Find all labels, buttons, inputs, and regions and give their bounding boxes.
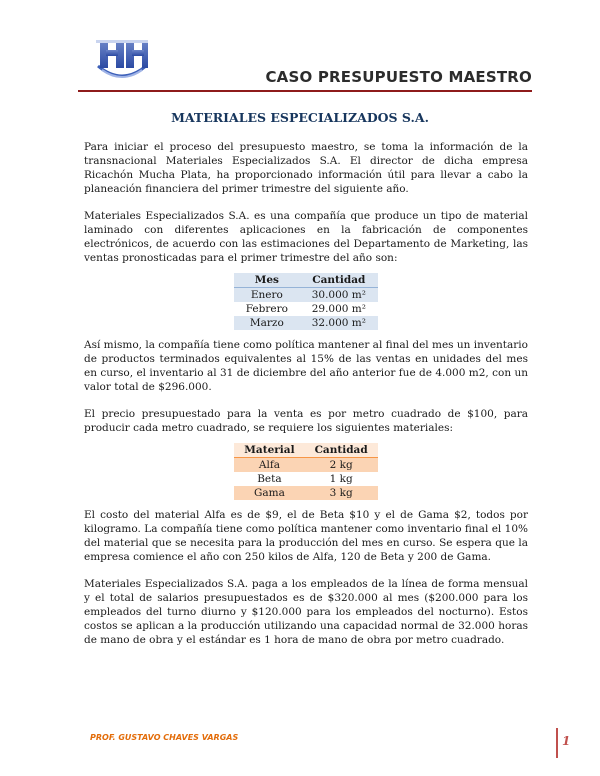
paragraph-material-cost: El costo del material Alfa es de $9, el de Beta $10 y el de Gama $2, todos por kilogramo. La compañía tiene como política mantener como inventario final el 10% del material que se necesita para la producción del mes en curso. Se espera que la empresa comience el año con 250 kilos de Alfa, 120 de Beta y 200 de Gama. <box>84 509 528 563</box>
university-logo <box>92 36 152 84</box>
table-cell: Gama <box>234 486 304 500</box>
header-divider <box>78 90 532 92</box>
footer-author: PROF. GUSTAVO CHAVES VARGAS <box>90 733 239 742</box>
table-cell: 29.000 m² <box>311 303 366 315</box>
table-row <box>234 316 378 330</box>
table-header: Cantidad <box>300 273 378 288</box>
table-cell: Febrero <box>245 303 288 315</box>
table-header: Cantidad <box>305 443 378 458</box>
paragraph-company: Materiales Especializados S.A. es una compañía que produce un tipo de material laminado con diferentes aplicaciones en la fabricación de componentes electrónicos, de acuerdo con las estimaciones del Departamento de Marketing, las ventas pronosticadas para el primer trimestre del año son: <box>84 210 528 264</box>
table-row <box>234 458 377 473</box>
table-row <box>234 472 377 486</box>
materials-table <box>234 443 377 500</box>
table-row <box>234 288 378 303</box>
table-header: Material <box>234 443 304 458</box>
sales-forecast-table <box>234 273 378 330</box>
table-cell: 1 kg <box>329 473 353 485</box>
document-title: MATERIALES ESPECIALIZADOS S.A. <box>171 110 429 125</box>
table-cell: Enero <box>234 288 300 303</box>
page-number: 1 <box>556 728 570 758</box>
paragraph-price: El precio presupuestado para la venta es por metro cuadrado de $100, para producir cada metro cuadrado, se requiere los siguientes materiales: <box>84 408 528 434</box>
table-cell: Alfa <box>234 458 304 473</box>
table-cell: Beta <box>257 473 282 485</box>
paragraph-intro: Para iniciar el proceso del presupuesto maestro, se toma la información de la transnacional Materiales Especializados S.A. El director de dicha empresa Ricachón Mucha Plata, ha proporcionado información útil para llevar a cabo la planeación financiera del primer trimestre del siguiente año. <box>84 141 528 195</box>
header-title: CASO PRESUPUESTO MAESTRO <box>265 68 532 86</box>
table-cell: 32.000 m² <box>300 316 378 330</box>
table-cell: 3 kg <box>305 486 378 500</box>
paragraph-salaries: Materiales Especializados S.A. paga a los empleados de la línea de forma mensual y el total de salarios presupuestados es de $320.000 al mes ($200.000 para los empleados del turno diurno y $120.000 para los empleados del nocturno). Estos costos se aplican a la producción utilizando una capacidad normal de 32.000 horas de mano de obra y el estándar es 1 hora de mano de obra por metro cuadrado. <box>84 578 528 646</box>
paragraph-inventory: Así mismo, la compañía tiene como política mantener al final del mes un inventario de productos terminados equivalentes al 15% de las ventas en unidades del mes en curso, el inventario al 31 de diciembre del año anterior fue de 4.000 m2, con un valor total de $296.000. <box>84 339 528 393</box>
table-row <box>234 486 377 500</box>
table-header: Mes <box>234 273 300 288</box>
table-cell: 30.000 m² <box>300 288 378 303</box>
document-body <box>84 140 528 647</box>
table-cell: Marzo <box>234 316 300 330</box>
table-row <box>234 302 378 316</box>
table-cell: 2 kg <box>305 458 378 473</box>
